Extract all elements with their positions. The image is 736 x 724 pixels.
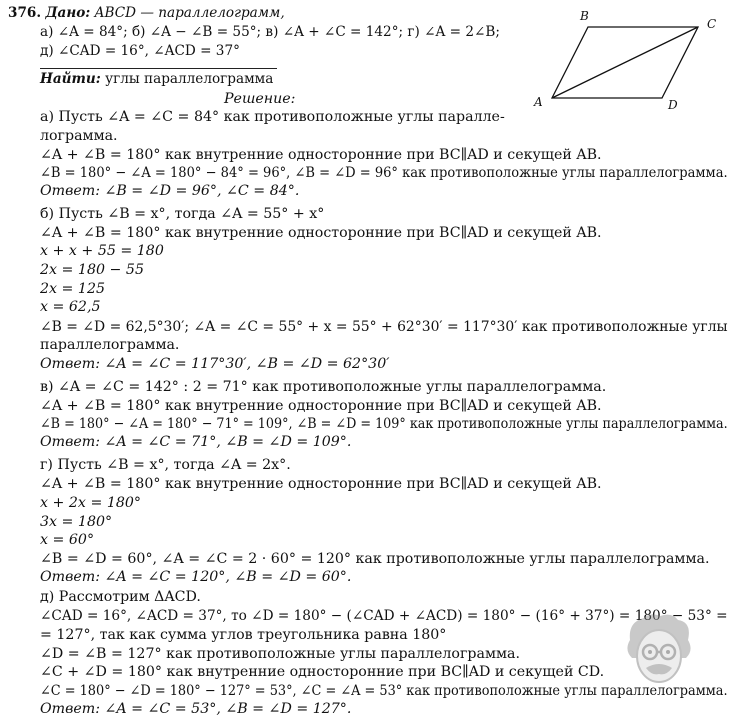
solution-line: 3x = 180° (40, 514, 113, 530)
problem-header (8, 4, 285, 22)
vertex-label-c: C (707, 17, 717, 31)
solution-line: ∠A + ∠B = 180° как внутренние односторонние при BC∥AD и секущей AB. (40, 225, 602, 241)
solution-label: Решение: (224, 91, 296, 107)
solution-line: в) ∠A = ∠C = 142° : 2 = 71° как противоположные углы параллелограмма. (40, 379, 607, 395)
solution-line: ∠B = ∠D = 60°, ∠A = ∠C = 2 · 60° = 120° как противоположные углы параллелограмма. (40, 551, 710, 567)
vertex-label-a: A (534, 95, 543, 109)
solution-line: ∠B = 180° − ∠A = 180° − 84° = 96°, ∠B = ∠D = 96° как противоположные углы параллелограмма. (40, 165, 728, 181)
watermark-logo (620, 610, 698, 688)
solution-line: ∠A + ∠B = 180° как внутренние односторонние при BC∥AD и секущей AB. (40, 476, 602, 492)
conditions-line-2: д) ∠CAD = 16°, ∠ACD = 37° (40, 43, 240, 59)
find-label: Найти: (40, 71, 101, 87)
solution-line: а) Пусть ∠A = ∠C = 84° как противоположные углы паралле- (40, 109, 505, 125)
solution-line: ∠D = ∠B = 127° как противоположные углы параллелограмма. (40, 646, 520, 662)
problem-number: 376. (8, 5, 42, 21)
diagonal-ac (552, 27, 698, 98)
solution-line: ∠A + ∠B = 180° как внутренние односторонние при BC∥AD и секущей AB. (40, 147, 602, 163)
given-label: Дано: (45, 5, 91, 21)
conditions-line-1: а) ∠A = 84°; б) ∠A − ∠B = 55°; в) ∠A + ∠C = 142°; г) ∠A = 2∠B; (40, 24, 500, 40)
answer-line: Ответ: ∠A = ∠C = 71°, ∠B = ∠D = 109°. (40, 434, 352, 450)
parallelogram-diagram (528, 6, 728, 112)
solution-line: ∠A + ∠B = 180° как внутренние односторонние при BC∥AD и секущей AB. (40, 398, 602, 414)
solution-line: x + x + 55 = 180 (40, 243, 164, 259)
solution-line: ∠B = 180° − ∠A = 180° − 71° = 109°, ∠B = ∠D = 109° как противоположные углы параллелограмма. (40, 416, 728, 432)
given-text: ABCD — параллелограмм, (94, 5, 285, 21)
solution-line: ∠C = 180° − ∠D = 180° − 127° = 53°, ∠C = ∠A = 53° как противоположные углы параллелограмма. (40, 683, 728, 699)
solution-line: д) Рассмотрим ΔACD. (40, 589, 201, 605)
solution-line: 2x = 180 − 55 (40, 262, 144, 278)
solution-line: б) Пусть ∠B = x°, тогда ∠A = 55° + x° (40, 206, 325, 222)
answer-line: Ответ: ∠B = ∠D = 96°, ∠C = 84°. (40, 183, 300, 199)
solution-line: x + 2x = 180° (40, 495, 142, 511)
answer-line: Ответ: ∠A = ∠C = 117°30′, ∠B = ∠D = 62°30′ (40, 356, 390, 372)
solution-line: ∠C + ∠D = 180° как внутренние односторонние при BC∥AD и секущей CD. (40, 664, 605, 680)
solution-line: лограмма. (40, 128, 118, 144)
solution-line: параллелограмма. (40, 337, 180, 353)
find-text: углы параллелограмма (105, 71, 274, 87)
vertex-label-b: B (580, 9, 589, 23)
answer-line: Ответ: ∠A = ∠C = 120°, ∠B = ∠D = 60°. (40, 569, 352, 585)
given-divider (40, 68, 277, 69)
vertex-label-d: D (668, 98, 678, 112)
solution-line: ∠B = ∠D = 62,5°30′; ∠A = ∠C = 55° + x = 55° + 62°30′ = 117°30′ как противоположные углы (40, 319, 728, 335)
solution-line: ∠CAD = 16°, ∠ACD = 37°, то ∠D = 180° − (∠CAD + ∠ACD) = 180° − (16° + 37°) = 180° − 53° = (40, 608, 728, 624)
find-line (40, 70, 273, 88)
solution-line: 2x = 125 (40, 281, 106, 297)
solution-line: x = 60° (40, 532, 95, 548)
solution-line: x = 62,5 (40, 299, 101, 315)
solution-line: г) Пусть ∠B = x°, тогда ∠A = 2x°. (40, 457, 291, 473)
solution-line: = 127°, так как сумма углов треугольника равна 180° (40, 627, 447, 643)
professor-face-icon (620, 610, 698, 688)
parallelogram-figure (528, 6, 728, 112)
answer-line: Ответ: ∠A = ∠C = 53°, ∠B = ∠D = 127°. (40, 701, 352, 717)
